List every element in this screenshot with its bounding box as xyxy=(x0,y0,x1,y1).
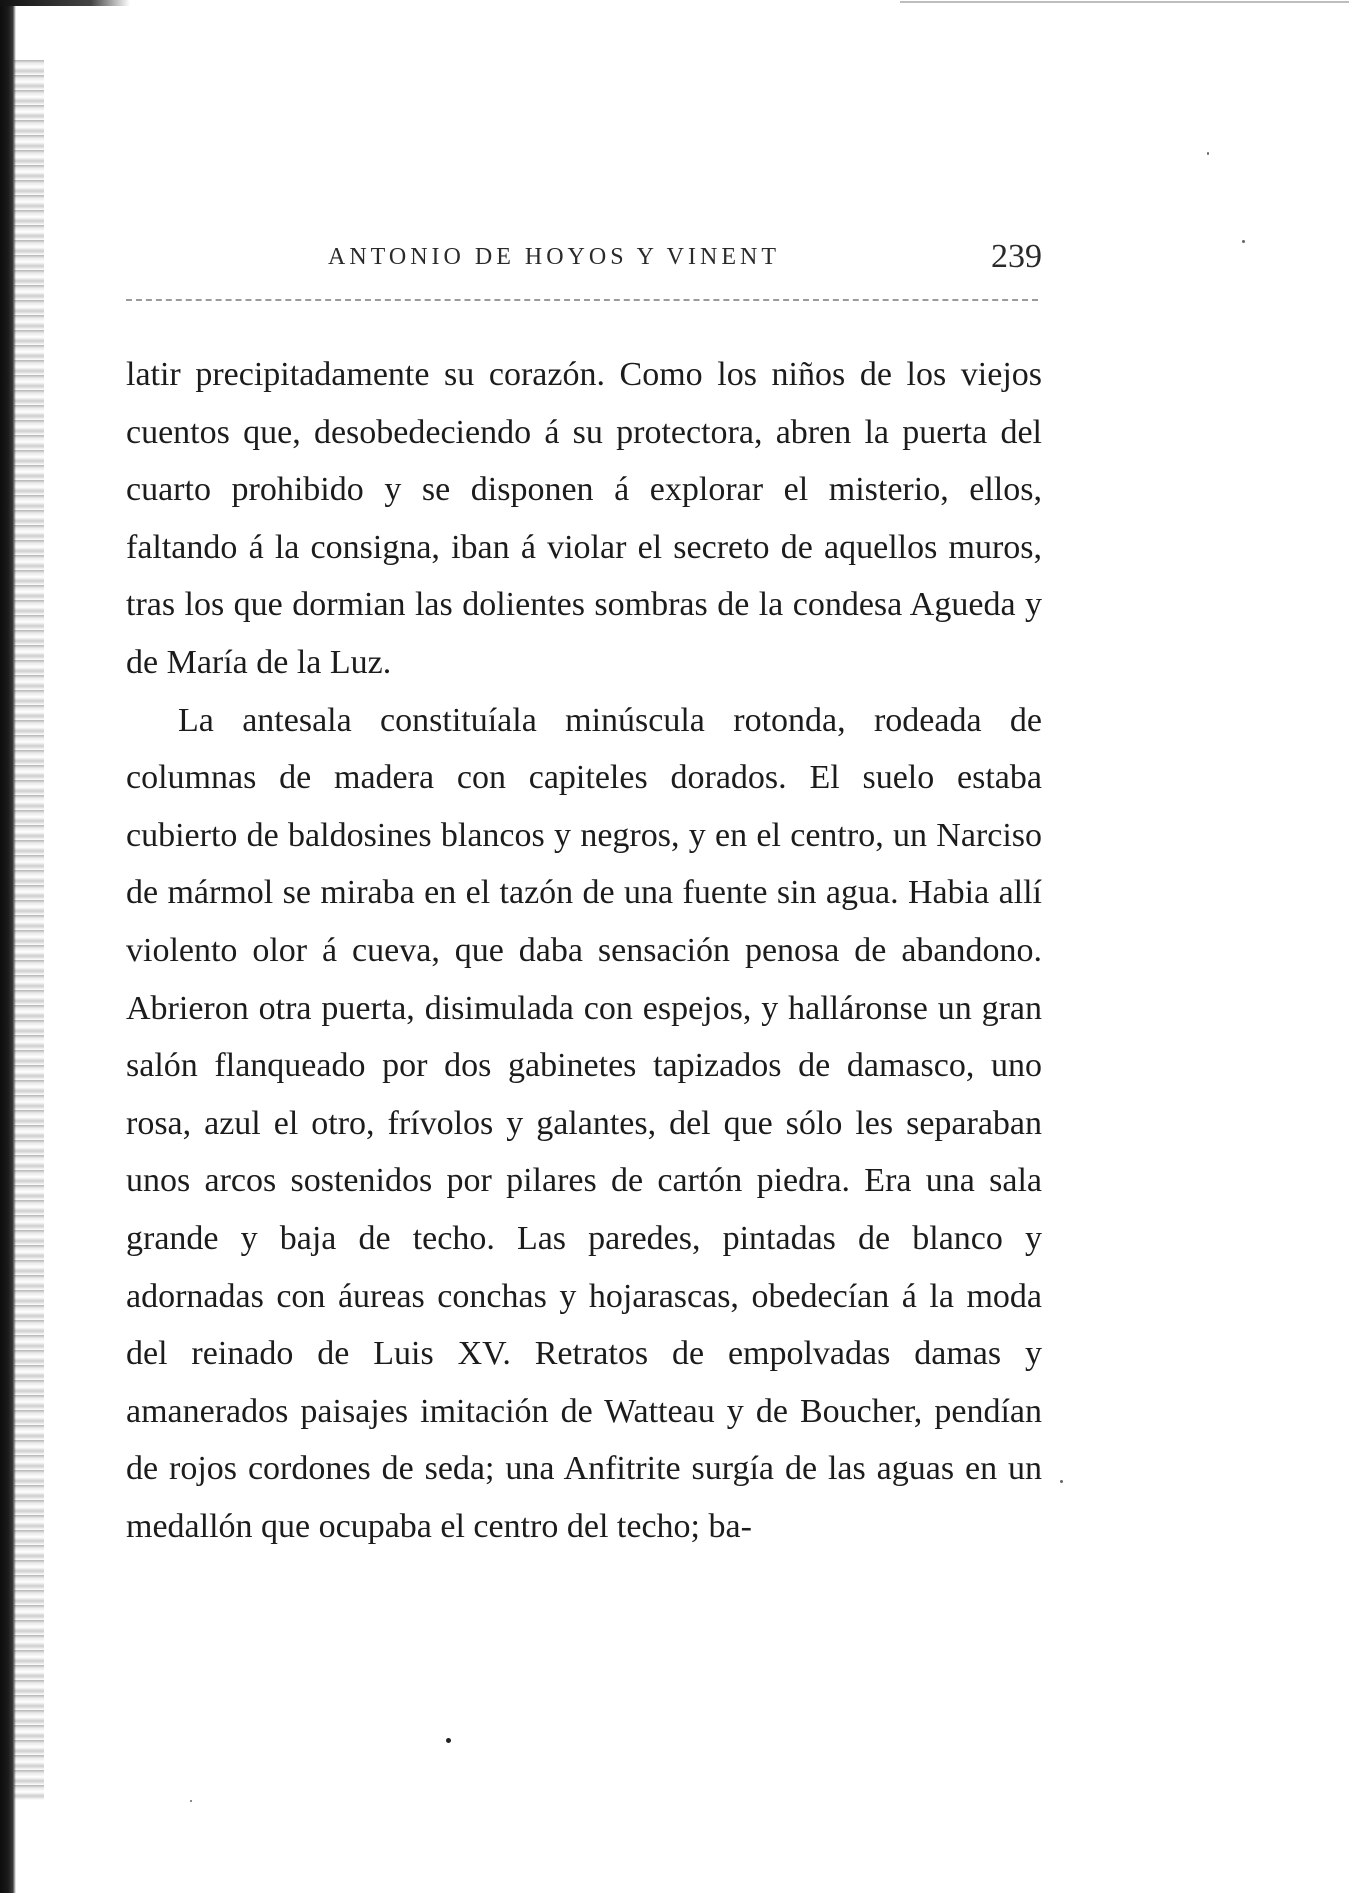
page-number: 239 xyxy=(991,238,1042,275)
scan-speck xyxy=(1207,152,1209,155)
scan-top-line xyxy=(900,1,1349,3)
body-text xyxy=(126,346,1042,1555)
scan-top-edge xyxy=(0,0,130,6)
scan-speck xyxy=(1060,1480,1063,1483)
scan-binding-shadow xyxy=(14,60,44,1800)
header-rule xyxy=(126,299,1038,301)
scan-speck xyxy=(1242,240,1245,243)
scan-speck xyxy=(446,1738,451,1743)
running-header xyxy=(126,238,1042,288)
paragraph: latir precipitadamente su corazón. Como los niños de los viejos cuentos que, desobedeciendo á su protectora, abren la puerta del cuarto prohibido y se disponen á explorar el misterio, ellos, faltando á la consigna, iban á violar el secreto de aquellos muros, tras los que dormian las dolientes sombras de la condesa Agueda y de María de la Luz. xyxy=(126,356,1042,681)
running-title: ANTONIO DE HOYOS Y VINENT xyxy=(328,244,780,270)
scan-speck xyxy=(190,1800,192,1802)
paragraph: La antesala constituíala minúscula rotonda, rodeada de columnas de madera con capiteles dorados. El suelo estaba cubierto de baldosines blancos y negros, y en el centro, un Narciso de mármol se miraba en el tazón de una fuente sin agua. Habia allí violento olor á cueva, que daba sensación penosa de abandono. Abrieron otra puerta, disimulada con espejos, y halláronse un gran salón flanqueado por dos gabinetes tapizados de damasco, uno rosa, azul el otro, frívolos y galantes, del que sólo les separaban unos arcos sostenidos por pilares de cartón piedra. Era una sala grande y baja de techo. Las paredes, pintadas de blanco y adornadas con áureas conchas y hojarascas, obedecían á la moda del reinado de Luis XV. Retratos de empolvadas damas y amanerados paisajes imitación de Watteau y de Boucher, pendían de rojos cordones de seda; una Anfitrite surgía de las aguas en un medallón que ocupaba el centro del techo; ba- xyxy=(126,701,1042,1545)
